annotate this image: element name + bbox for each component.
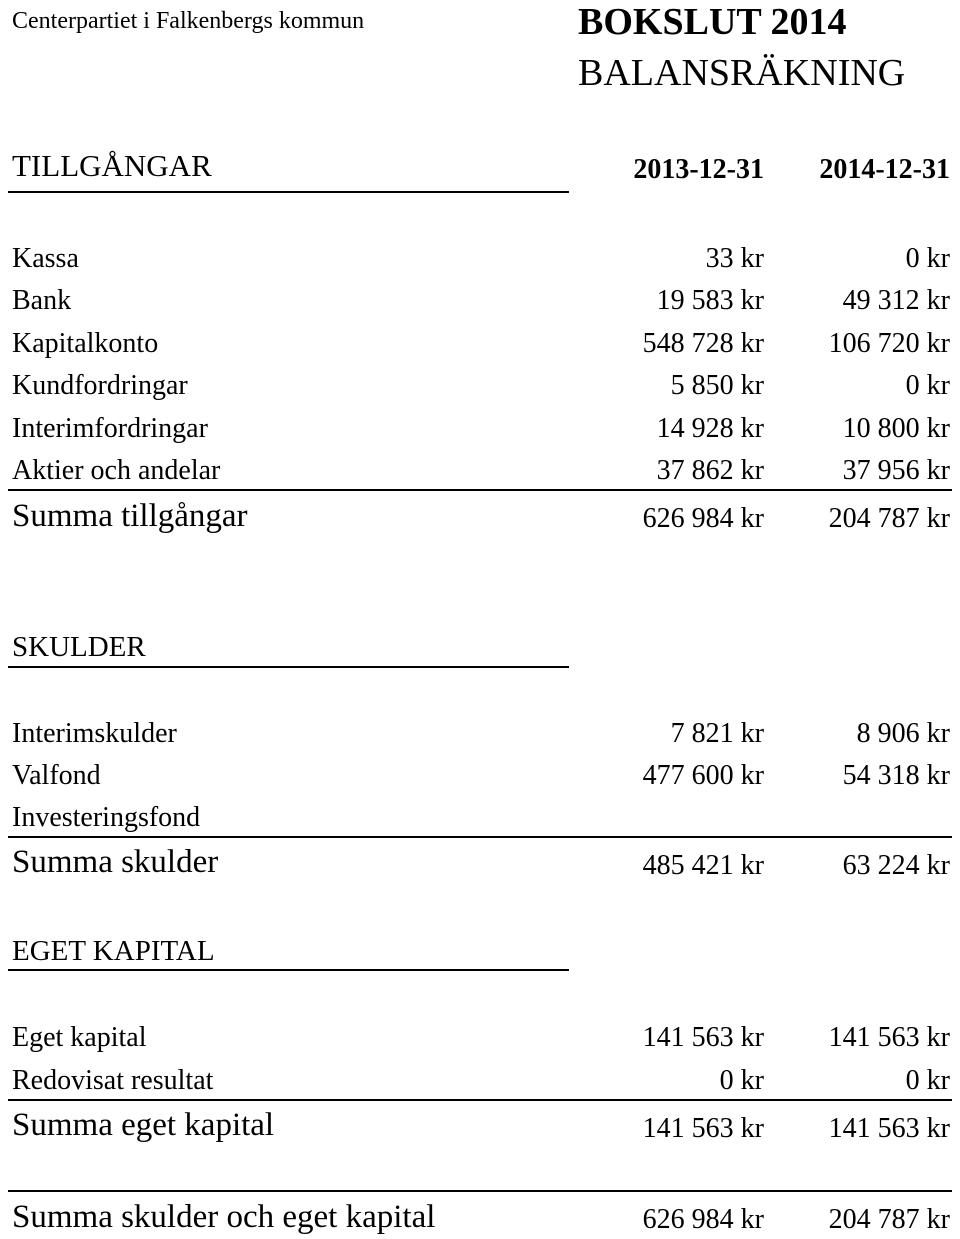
total-value-2014: 141 563 kr [828, 1113, 950, 1144]
total-value-2013: 626 984 kr [642, 503, 764, 534]
row-value-2014: 0 kr [905, 243, 950, 274]
row-value-2014: 8 906 kr [856, 718, 950, 749]
grand-total-value-2013: 626 984 kr [642, 1204, 764, 1235]
liabilities-heading-underline [8, 666, 569, 668]
grand-total-rule [8, 1190, 952, 1192]
row-value-2014: 141 563 kr [828, 1022, 950, 1053]
row-value-2014: 37 956 kr [842, 455, 950, 486]
row-value-2014: 54 318 kr [842, 760, 950, 791]
row-value-2013: 14 928 kr [656, 413, 764, 444]
row-value-2014: 0 kr [905, 370, 950, 401]
column-header-2014: 2014-12-31 [819, 154, 950, 185]
total-value-2013: 485 421 kr [642, 850, 764, 881]
row-value-2013: 477 600 kr [642, 760, 764, 791]
assets-heading: TILLGÅNGAR [12, 148, 212, 183]
row-label: Kundfordringar [12, 370, 188, 401]
total-value-2014: 63 224 kr [842, 850, 950, 881]
row-value-2014: 0 kr [905, 1065, 950, 1096]
row-value-2013: 5 850 kr [670, 370, 764, 401]
total-label: Summa skulder [12, 844, 219, 880]
row-label: Valfond [12, 760, 101, 791]
grand-total-label: Summa skulder och eget kapital [12, 1199, 436, 1235]
total-rule [8, 1099, 952, 1101]
total-value-2014: 204 787 kr [828, 503, 950, 534]
column-header-2013: 2013-12-31 [633, 154, 764, 185]
row-value-2013: 548 728 kr [642, 328, 764, 359]
grand-total-value-2014: 204 787 kr [828, 1204, 950, 1235]
row-label: Kassa [12, 243, 79, 274]
total-rule [8, 489, 952, 491]
row-label: Aktier och andelar [12, 455, 221, 486]
assets-heading-underline [8, 191, 569, 193]
row-label: Investeringsfond [12, 802, 201, 833]
liabilities-heading: SKULDER [12, 631, 146, 663]
row-value-2013: 0 kr [719, 1065, 764, 1096]
document-title: BOKSLUT 2014 [578, 1, 847, 43]
row-value-2013: 141 563 kr [642, 1022, 764, 1053]
row-value-2013: 19 583 kr [656, 285, 764, 316]
row-label: Kapitalkonto [12, 328, 159, 359]
equity-heading-underline [8, 969, 569, 971]
row-value-2014: 49 312 kr [842, 285, 950, 316]
row-label: Bank [12, 285, 72, 316]
equity-heading: EGET KAPITAL [12, 935, 215, 967]
organization-name: Centerpartiet i Falkenbergs kommun [12, 8, 365, 34]
row-value-2014: 106 720 kr [828, 328, 950, 359]
row-label: Interimfordringar [12, 413, 208, 444]
row-label: Redovisat resultat [12, 1065, 214, 1096]
total-value-2013: 141 563 kr [642, 1113, 764, 1144]
row-label: Eget kapital [12, 1022, 147, 1053]
row-value-2013: 33 kr [705, 243, 764, 274]
total-rule [8, 836, 952, 838]
document-subtitle: BALANSRÄKNING [578, 52, 906, 94]
row-value-2013: 37 862 kr [656, 455, 764, 486]
row-value-2014: 10 800 kr [842, 413, 950, 444]
total-label: Summa eget kapital [12, 1107, 275, 1143]
row-value-2013: 7 821 kr [670, 718, 764, 749]
total-label: Summa tillgångar [12, 498, 248, 534]
row-label: Interimskulder [12, 718, 177, 749]
